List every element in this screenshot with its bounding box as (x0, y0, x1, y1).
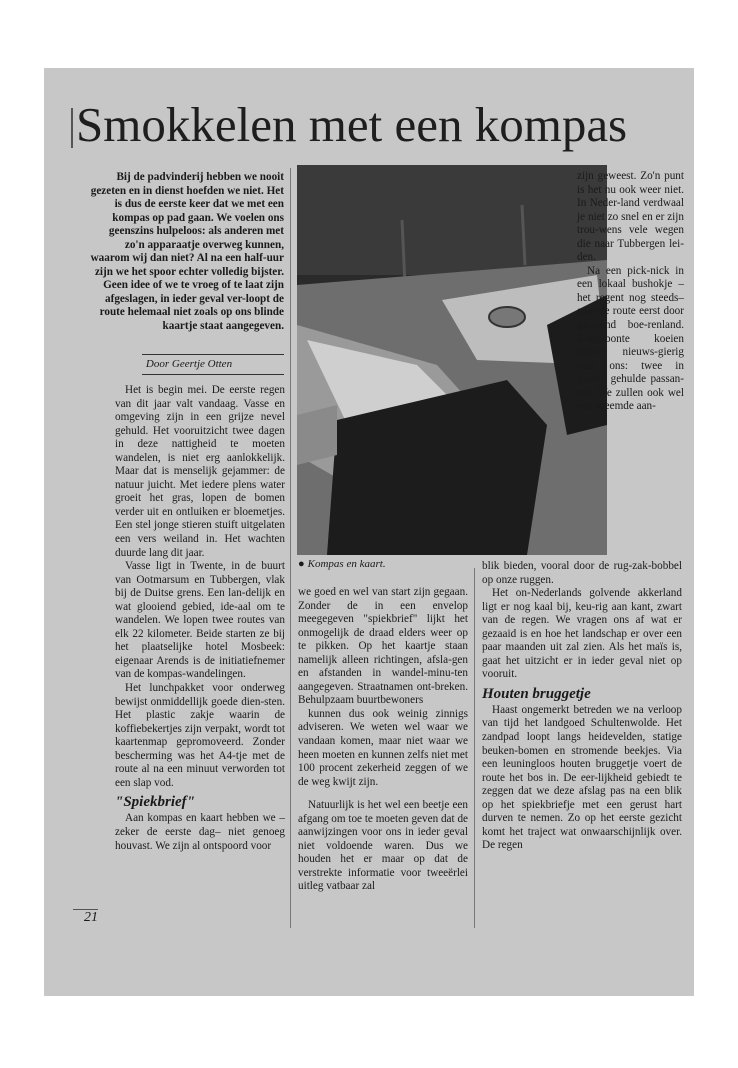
title-rule (71, 108, 73, 148)
byline: Door Geertje Otten (145, 358, 233, 370)
col1-paragraph: Vasse ligt in Twente, in de buurt van Ootmarsum en Tubbergen, vlak bij de Duitse grens. Een lan-delijk en wat glooiend gebied, ide-aal om te wandelen. We lopen twee routes van elk 22 kilometer. Beide starten ze bij het plaatselijke hotel Mosbeek: eigenaar Arends is de initiatiefnemer van de kompas-wandelingen. (115, 560, 285, 681)
column-3-top (577, 170, 684, 414)
article-title: Smokkelen met een kompas (76, 97, 628, 152)
column-3-bottom (482, 560, 682, 853)
caption-text: Kompas en kaart. (307, 558, 386, 570)
article-intro: Bij de padvinderij hebben we nooit gezeten en in dienst hoefden we niet. Het is dus de eerste keer dat we met een kompas op pad gaan. We voelen ons geenszins hulpeloos: als anderen met zo'n apparaatje overweg kunnen, waarom wij dan niet? Al na een half-uur zijn we het spoor echter volledig bijster. Geen idee of we te vroeg of te laat zijn afgeslagen, in ieder geval ver-loopt de route helemaal niet zoals op ons blinde kaartje staat aangegeven. (90, 171, 284, 333)
photo-caption (298, 558, 386, 570)
col1-paragraph: Aan kompas en kaart hebben we –zeker de eerste dag– niet genoeg houvast. We zijn al ontspoord voor (115, 812, 285, 852)
col2-paragraph: we goed en wel van start zijn gegaan. Zonder de in een envelop meegegeven "spiekbrief" lijkt het onmogelijk de draad elders weer op te pikken. Op het kaartje staan namelijk alleen richtingen, afsla-gen en afstanden in wandel-minu-ten aangegeven. Straatnamen ont-breken. Behulpzaam buurtbewoners (298, 586, 468, 707)
subheading-spiekbrief: "Spiekbrief" (115, 794, 195, 811)
column-divider-1 (290, 168, 291, 928)
column-divider-2 (474, 568, 475, 928)
col3-paragraph: Het on-Nederlands golvende akkerland ligt er nog kaal bij, keu-rig aan kant, zwart van de regen. We vragen ons af wat er gezaaid is en hoe het landschap er over een paar maanden uit zal zien. Als het maïs is, gaat het uitzicht er in ieder geval niet op vooruit. (482, 587, 682, 681)
subheading-houten-bruggetje: Houten bruggetje (482, 685, 591, 702)
col3-paragraph: blik bieden, vooral door de rug-zak-bobbel op onze ruggen. (482, 560, 682, 586)
col3-paragraph: Haast ongemerkt betreden we na verloop van tijd het landgoed Schultenwolde. Het zandpad loopt langs heidevelden, statige beuken-bomen en stromende beekjes. Via een leuningloos houten bruggetje voert de route het bos in. De eer-lijkheid gebiedt te zeggen dat we deze afslag pas na een blik op het spiekbriefje met een gerust hart durven te nemen. Zo op het eerste gezicht komt het traject wat onwaarschijnlijk over. De regen (482, 703, 682, 852)
col2-paragraph: Natuurlijk is het wel een beetje een afgang om toe te moeten geven dat de aanwijzingen voor ons in ieder geval niet voldoende waren. Dus we houden het er maar op dat de verstrekte informatie voor tweeërlei uitleg vatbaar zal (298, 799, 468, 893)
column-2 (298, 586, 468, 894)
byline-rule-top (142, 354, 284, 355)
col2-paragraph: kunnen dus ook weinig zinnigs adviseren. We weten wel waar we vandaan komen, maar niet waar we heen moeten en kunnen zelfs niet met 100 procent zekerheid zeggen of we de weg kwijt zijn. (298, 707, 468, 788)
page-number: 21 (84, 910, 98, 925)
caption-bullet-icon: ● (298, 558, 305, 570)
byline-rule-bottom (142, 374, 284, 375)
column-1 (115, 384, 285, 853)
col3-paragraph: Na een pick-nick in een lokaal bushokje –het regent nog steeds– gaat de route eerst door glooiend boe-renland. Rood-bonte koeien kijken nieuws-gierig naar ons: twee in plastic gehulde passan-ten. We zullen ook wel een vreemde aan- (577, 264, 684, 413)
col1-paragraph: Het is begin mei. De eerste regen van dit jaar valt vandaag. Vasse en omgeving zijn in een grijze nevel gehuld. Het vooruitzicht twee dagen in deze nattigheid te moeten wandelen, is niet erg aanlokkelijk. Maar dat is menselijk gejammer: de natuur juicht. Met iedere plens water groeit het gras, lopen de bomen verder uit en ontluiken er bloemetjes. Een stel jonge stieren stuift uitgelaten een vers weiland in. Het wachten duurde lang dit jaar. (115, 384, 285, 559)
col1-paragraph: Het lunchpakket voor onderweg bewijst onmiddellijk goede dien-sten. Het plastic zakje waarin de koffiebekertjes zijn verpakt, wordt tot kaartenmap gepromoveerd. Zonder bescherming was het A4-tje met de route al na een minuut verworden tot een slap vod. (115, 682, 285, 789)
col3-paragraph: zijn geweest. Zo'n punt is het nu ook weer niet. In Neder-land verdwaal je niet zo snel en er zijn trou-wens vele wegen die naar Tubbergen lei-den. (577, 170, 684, 264)
photo-compass-and-map (297, 165, 607, 555)
magazine-page (44, 68, 694, 996)
